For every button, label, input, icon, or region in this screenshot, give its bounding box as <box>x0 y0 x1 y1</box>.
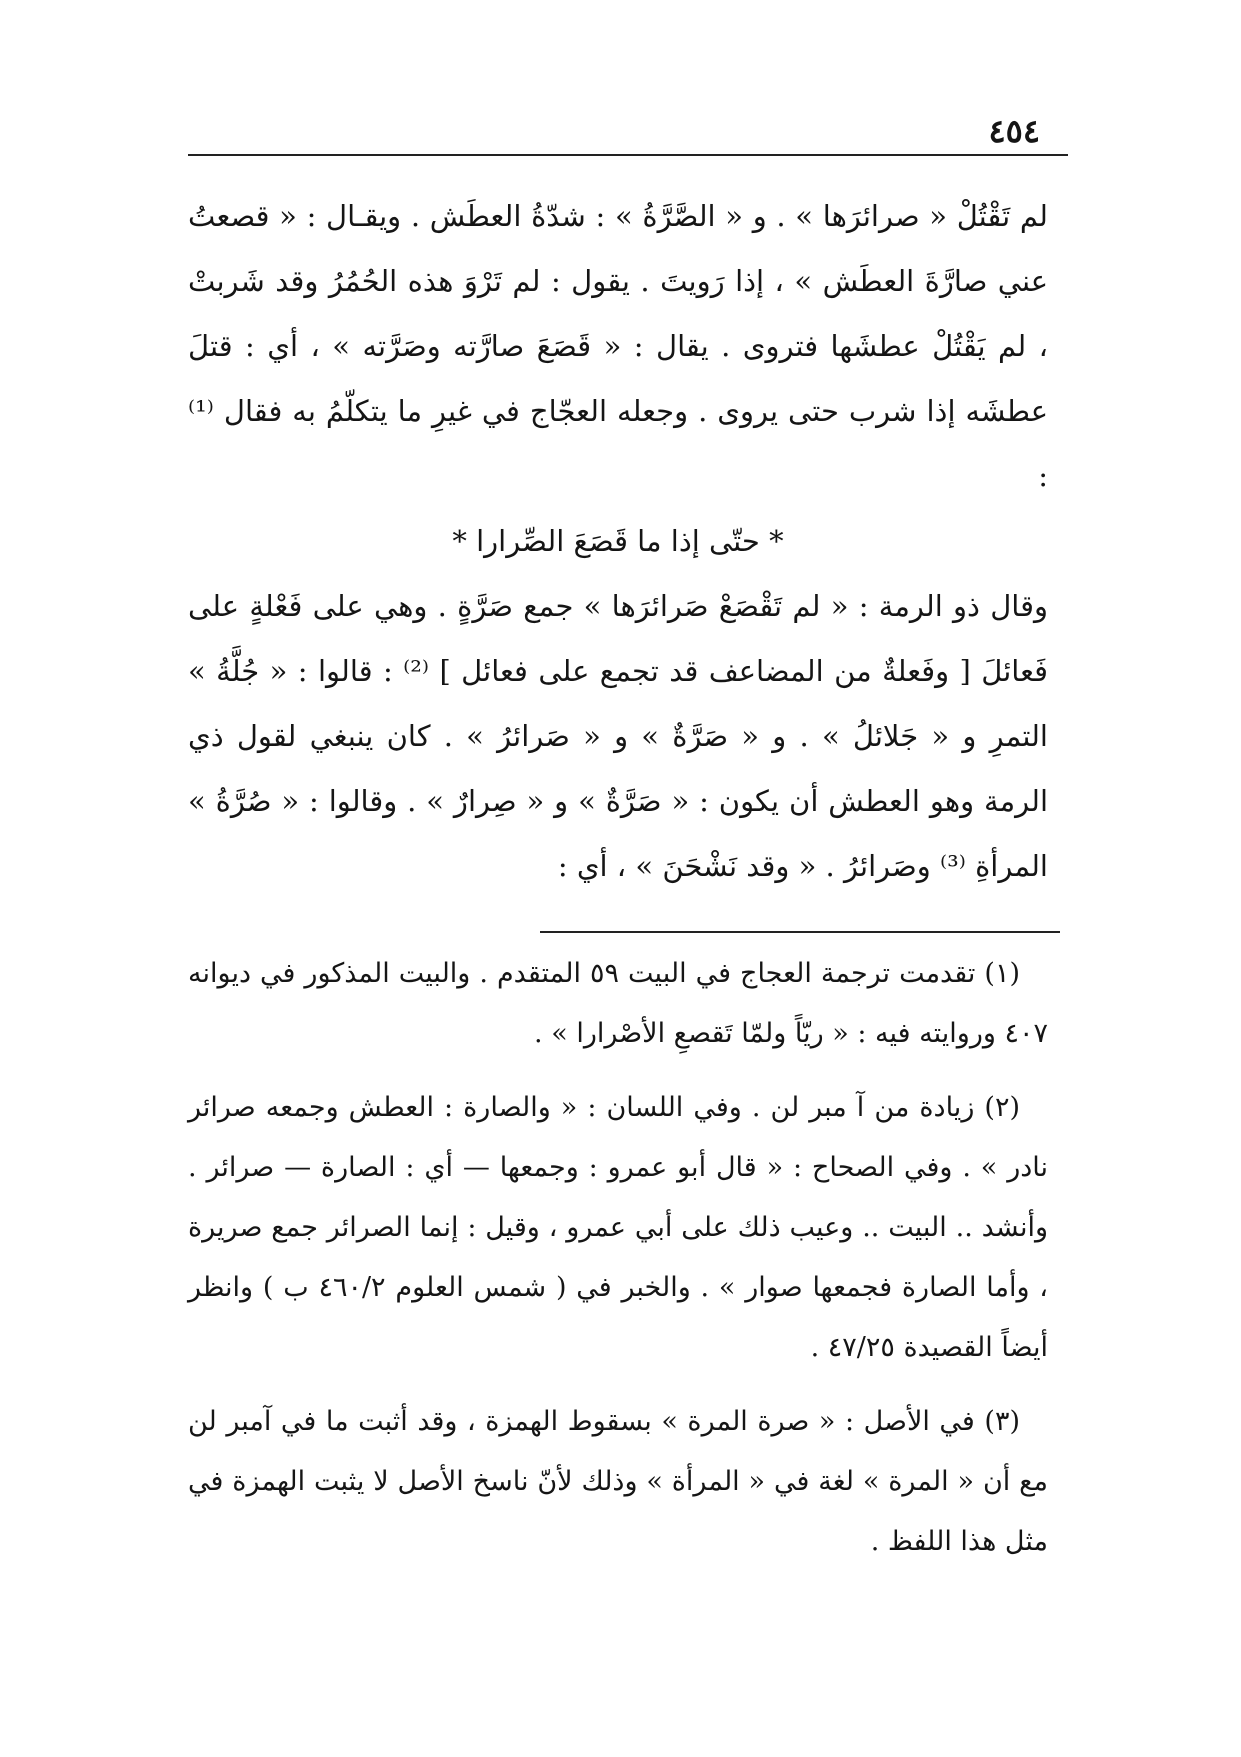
footnote-rule <box>540 931 1060 933</box>
footnote-2: (٢) زيادة من آ مبر لن . وفي اللسان : « والصارة : العطش وجمعه صرائر نادر » . وفي الصحاح : « قال أبو عمرو : وجمعها — أي : الصارة — صرائر . وأنشد .. البيت .. وعيب ذلك على أبي عمرو ، وقيل : إنما الصرائر جمع صريرة ، وأما الصارة فجمعها صوار » . والخبر في ( شمس العلوم ٤٦٠/٢ ب ) وانظر أيضاً القصيدة ٤٧/٢٥ . <box>188 1092 1048 1363</box>
footnotes <box>188 944 1048 1586</box>
page-number: ٤٥٤ <box>988 112 1040 150</box>
footnote-3: (٣) في الأصل : « صرة المرة » بسقوط الهمزة ، وقد أثبت ما في آمبر لن مع أن « المرة » لغة في « المرأة » وذلك لأنّ ناسخ الأصل لا يثبت الهمزة في مثل هذا اللفظ . <box>188 1406 1048 1557</box>
footnote-1: (١) تقدمت ترجمة العجاج في البيت ٥٩ المتقدم . والبيت المذكور في ديوانه ٤٠٧ وروايته فيه : « ريّاً ولمّا تَقصعِ الأصْرارا » . <box>188 958 1048 1049</box>
main-text <box>188 184 1048 899</box>
main-paragraph-1: لم تَقْتُلْ « صرائرَها » . و « الصَّرَّةُ » : شدّةُ العطَش . ويقـال : « قصعتُ عني صارَّةَ العطَش » ، إذا رَويتَ . يقول : لم تَرْوَ هذه الحُمُرُ وقد شَربتْ ، لم يَقْتُلْ عطشَها فتروى . يقال : « قَصَعَ صارَّته وصَرَّته » ، أي : قتلَ عطشَه إذا شرب حتى يروى . وجعله العجّاج في غيرِ ما يتكلّمُ به فقال ⁽¹⁾ : <box>188 199 1048 493</box>
main-paragraph-2: وقال ذو الرمة : « لم تَقْصَعْ صَرائرَها » جمع صَرَّةٍ . وهي على فَعْلةٍ على فَعائلَ [ وفَعلةٌ من المضاعف قد تجمع على فعائل ] ⁽²⁾ : قالوا : « جُلَّةُ » التمرِ و « جَلائلُ » . و « صَرَّةٌ » و « صَرائرُ » . كان ينبغي لقول ذي الرمة وهو العطش أن يكون : « صَرَّةٌ » و « صِرارٌ » . وقالوا : « صُرَّةُ » المرأةِ ⁽³⁾ وصَرائرُ . « وقد نَشْحَنَ » ، أي : <box>188 589 1048 883</box>
header-rule <box>188 154 1068 156</box>
verse-line: * حتّى إذا ما قَصَعَ الصِّرارا * <box>452 524 784 558</box>
